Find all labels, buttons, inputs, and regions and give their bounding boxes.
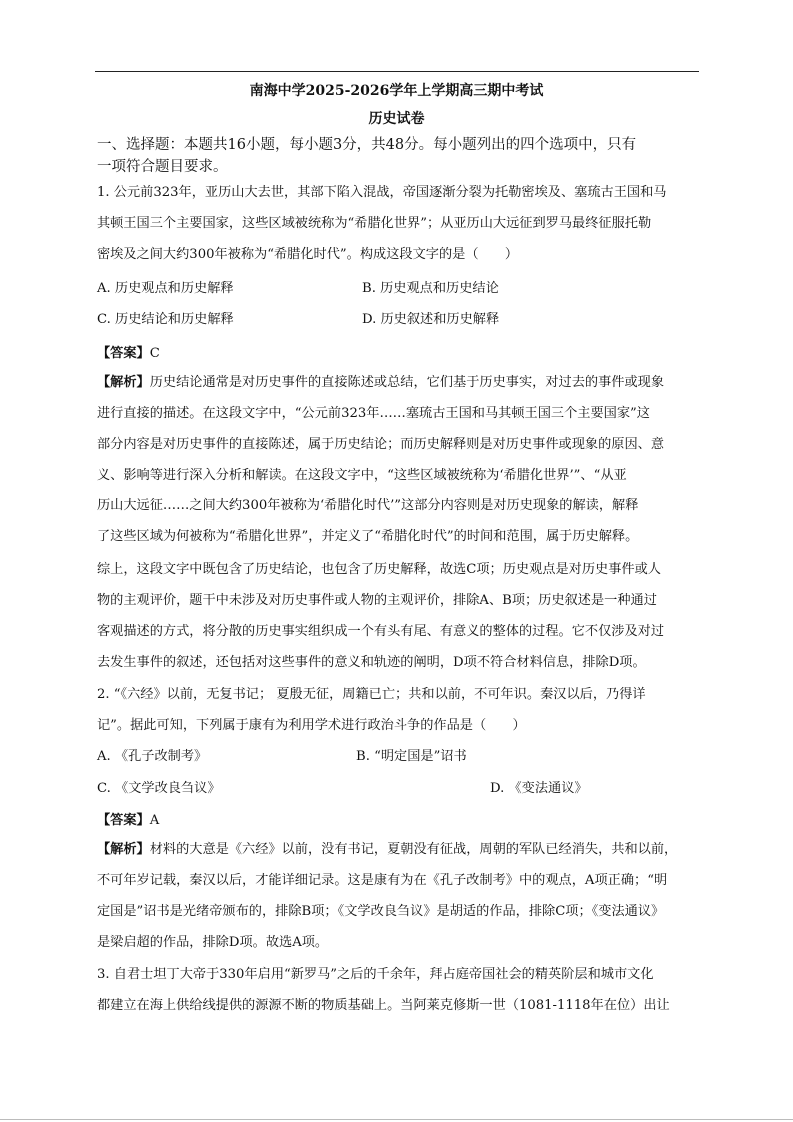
q1-analysis-line: 去发生事件的叙述，还包括对这些事件的意义和轨迹的阐明，D项不符合材料信息，排除D项。 <box>97 655 646 670</box>
q1-option-d: D. 历史叙述和历史解释 <box>362 312 500 327</box>
q1-analysis-line: 进行直接的描述。在这段文字中，“公元前323年……塞琉古王国和马其顿王国三个主要国家”这 <box>97 406 650 421</box>
q1-analysis-line: 部分内容是对历史事件的直接陈述，属于历史结论；而历史解释则是对历史事件或现象的原因、意 <box>97 437 665 452</box>
q2-analysis-line <box>97 838 677 857</box>
q3-stem-line: 都建立在海上供给线提供的源源不断的物质基础上。当阿莱克修斯一世（1081-1118年在位）出让 <box>97 998 670 1013</box>
exam-title: 南海中学2025-2026学年上学期高三期中考试 <box>249 83 544 99</box>
q1-option-b: B. 历史观点和历史结论 <box>362 281 499 296</box>
q1-option-a: A. 历史观点和历史解释 <box>97 281 234 296</box>
q1-analysis-line: 义、影响等进行深入分析和解读。在这段文字中，“这些区域被统称为‘希腊化世界’”、“从亚 <box>97 468 627 483</box>
q2-analysis-line: 定国是”诏书是光绪帝颁布的，排除B项；《文学改良刍议》是胡适的作品，排除C项；《变法通议》 <box>97 904 665 919</box>
q2-analysis-line: 是梁启超的作品，排除D项。故选A项。 <box>97 935 329 950</box>
q3-stem-line: 3. 自君士坦丁大帝于330年启用“新罗马”之后的千余年，拜占庭帝国社会的精英阶层和城市文化 <box>97 967 654 982</box>
analysis-label: 【解析】 <box>97 842 150 857</box>
q1-analysis-line: 物的主观评价，题干中未涉及对历史事件或人物的主观评价，排除A、B项；历史叙述是一种通过 <box>97 593 657 608</box>
exam-subtitle: 历史试卷 <box>368 111 425 127</box>
q1-analysis-line: 综上，这段文字中既包含了历史结论，也包含了历史解释，故选C项；历史观点是对历史事件或人 <box>97 562 661 577</box>
analysis-text: 历史结论通常是对历史事件的直接陈述或总结，它们基于历史事实，对过去的事件或现象 <box>149 375 665 390</box>
header-rule <box>95 71 699 72</box>
q1-analysis-line <box>97 371 664 390</box>
q1-option-c: C. 历史结论和历史解释 <box>97 312 234 327</box>
q1-stem-line: 其顿王国三个主要国家，这些区域被统称为“希腊化世界”；从亚历山大远征到罗马最终征服托勒 <box>97 216 652 231</box>
section-heading-line: 一项符合题目要求。 <box>97 159 228 175</box>
q2-option-d: D. 《变法通议》 <box>490 781 588 796</box>
page-bottom-rule <box>0 1119 793 1120</box>
answer-value: A <box>149 813 160 828</box>
answer-label: 【答案】 <box>97 813 150 828</box>
answer-value: C <box>149 346 160 361</box>
q1-analysis-line: 了这些区域为何被称为“希腊化世界”，并定义了“希腊化时代”的时间和范围，属于历史解释。 <box>97 529 639 544</box>
q2-stem-line: 2. “《六经》以前，无复书记； 夏殷无征，周籍已亡；共和以前，不可年识。秦汉以后，乃得详 <box>97 687 646 702</box>
q1-analysis-line: 客观描述的方式，将分散的历史事实组织成一个有头有尾、有意义的整体的过程。它不仅涉及对过 <box>97 624 665 639</box>
q2-answer <box>97 809 159 828</box>
section-heading <box>97 134 707 178</box>
analysis-text: 材料的大意是《六经》以前，没有书记，夏朝没有征战，周朝的军队已经消失，共和以前， <box>149 842 678 857</box>
q2-option-b: B. “明定国是”诏书 <box>356 749 467 764</box>
q1-stem-line: 1. 公元前323年，亚历山大去世，其部下陷入混战，帝国逐渐分裂为托勒密埃及、塞琉古王国和马 <box>97 185 667 200</box>
analysis-label: 【解析】 <box>97 375 150 390</box>
q2-stem-line: 记”。据此可知，下列属于康有为利用学术进行政治斗争的作品是（ ） <box>97 718 526 733</box>
q1-stem-line: 密埃及之间大约300年被称为“希腊化时代”。构成这段文字的是（ ） <box>97 247 519 262</box>
q2-option-c: C. 《文学改良刍议》 <box>97 781 221 796</box>
answer-label: 【答案】 <box>97 346 150 361</box>
q1-answer <box>97 342 160 361</box>
q1-analysis-line: 历山大远征……之间大约300年被称为‘希腊化时代’”这部分内容则是对历史现象的解读，解释 <box>97 498 639 513</box>
q2-option-a: A. 《孔子改制考》 <box>97 749 208 764</box>
q2-analysis-line: 不可年岁记载，秦汉以后，才能详细记录。这是康有为在《孔子改制考》中的观点，A项正确；“明 <box>97 873 668 888</box>
section-heading-line: 一、选择题：本题共16小题，每小题3分，共48分。每小题列出的四个选项中，只有 <box>97 137 637 153</box>
